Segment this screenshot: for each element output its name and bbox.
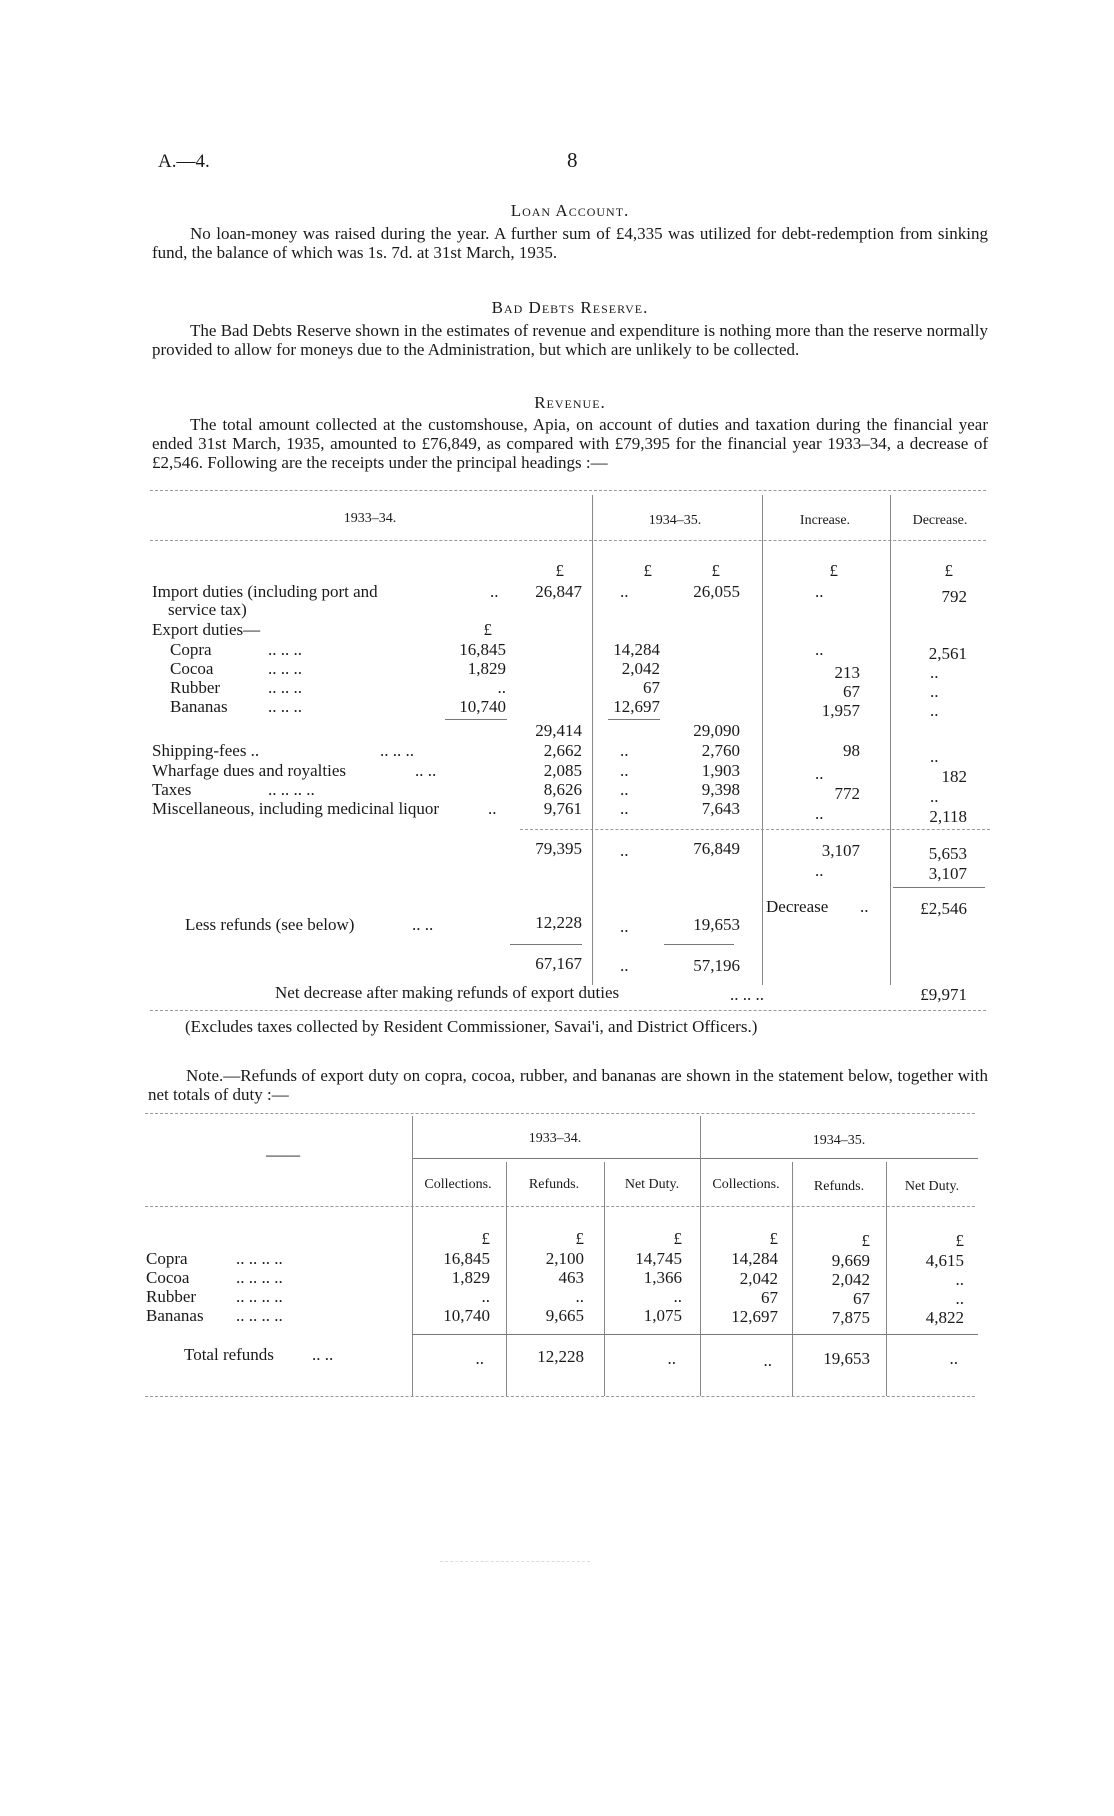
table-rule (150, 540, 986, 541)
row-label: Wharfage dues and royalties (152, 761, 346, 780)
net-decrease-label: Net decrease after making refunds of export duties (275, 983, 620, 1002)
cell-decrease: .. (930, 701, 939, 720)
column-divider (890, 495, 891, 985)
offset-increase: 3,107 (928, 864, 967, 883)
table-rule (145, 1396, 975, 1397)
revenue-heading: Revenue. (534, 393, 606, 412)
refunds-1933: 12,228 (535, 913, 582, 932)
excludes-note: (Excludes taxes collected by Resident Commissioner, Savai'i, and District Officers.) (185, 1017, 758, 1036)
cell: 14,745 (635, 1249, 682, 1268)
cell-1933-total: 2,085 (543, 761, 582, 780)
leader-dots: .. .. (312, 1345, 334, 1364)
col-header-net-duty: Net Duty. (624, 1177, 680, 1192)
pound-sign: £ (861, 1231, 870, 1250)
stub-dash: —— (266, 1145, 300, 1164)
total-1934: 76,849 (693, 839, 740, 858)
refunds-1934: 19,653 (693, 915, 740, 934)
col-header-refunds: Refunds. (528, 1177, 580, 1192)
cell: 9,669 (831, 1251, 870, 1270)
table-rule (145, 1113, 975, 1114)
col-header-collections: Collections. (712, 1177, 780, 1192)
cell-decrease: .. (930, 663, 939, 682)
cell-1934-sub: 14,284 (613, 640, 660, 659)
cell-1933-total: 26,847 (535, 582, 582, 601)
net-decrease-before-refunds: £2,546 (920, 899, 967, 918)
row-label: Taxes (152, 780, 192, 799)
cell-decrease: 2,118 (929, 807, 967, 826)
cell-1933-sub: 10,740 (459, 697, 506, 716)
page-reference: A.—4. (158, 151, 210, 172)
cell: .. (575, 1287, 584, 1306)
cell-increase: .. (815, 640, 824, 659)
cell-increase: 772 (834, 784, 860, 803)
cell: 67 (761, 1288, 778, 1307)
table-rule (520, 829, 990, 830)
pound-sign: £ (711, 561, 720, 580)
col-header-1934-35: 1934–35. (648, 513, 702, 528)
cell-1934-sub: .. (620, 841, 629, 860)
pound-sign: £ (955, 1231, 964, 1250)
cell-increase: 98 (843, 741, 860, 760)
export-subtotal-1933: 29,414 (535, 721, 582, 740)
cell: .. (763, 1351, 772, 1370)
cell-increase: 213 (834, 663, 860, 682)
leader-dots: .. .. .. .. (236, 1268, 283, 1287)
cell: .. (949, 1349, 958, 1368)
table-rule (150, 1010, 986, 1011)
faint-rule (440, 1561, 590, 1562)
cell-1934-sub: 67 (643, 678, 660, 697)
col-header-1933-34: 1933–34. (528, 1131, 582, 1146)
cell: .. (955, 1270, 964, 1289)
cell: 4,822 (925, 1308, 964, 1327)
row-label: Total refunds (184, 1345, 274, 1364)
total-1933: 79,395 (535, 839, 582, 858)
cell: .. (475, 1349, 484, 1368)
leader-dots: .. .. .. (730, 985, 764, 1004)
loan-account-heading: Loan Account. (510, 201, 630, 220)
cell: 1,366 (643, 1268, 682, 1287)
leader-dots: .. .. .. .. (236, 1306, 283, 1325)
cell-increase: .. (815, 764, 824, 783)
subtotal-rule (664, 944, 734, 945)
pound-sign: £ (944, 561, 953, 580)
cell: 2,042 (739, 1269, 778, 1288)
cell-decrease: 2,561 (928, 644, 967, 663)
page-number: 8 (567, 148, 578, 172)
cell-1934-sub: .. (620, 799, 629, 818)
cell-increase: .. (815, 861, 824, 880)
cell: 14,284 (731, 1249, 778, 1268)
cell-1934-sub: 12,697 (613, 697, 660, 716)
pound-sign: £ (481, 1229, 490, 1248)
cell-1934-total: 7,643 (701, 799, 740, 818)
table-rule (412, 1334, 978, 1335)
bad-debts-paragraph: The Bad Debts Reserve shown in the estimates of revenue and expenditure is nothing more than the reserve normally provided to allow for moneys due to the Administration, but which are unlikely to be collected. (152, 321, 988, 359)
cell-1933-total: 2,662 (543, 741, 582, 760)
total-decrease: 5,653 (928, 844, 967, 863)
cell-decrease: .. (930, 787, 939, 806)
cell: 4,615 (925, 1251, 964, 1270)
leader-dots: .. .. (415, 761, 437, 780)
row-label: Copra (146, 1249, 188, 1268)
cell: 12,697 (731, 1307, 778, 1326)
col-header-1934-35: 1934–35. (812, 1133, 866, 1148)
leader-dots: .. .. .. .. (236, 1287, 283, 1306)
pound-sign: £ (483, 620, 492, 639)
cell-1933-total: 9,761 (543, 799, 582, 818)
leader-dots: .. .. .. (268, 697, 302, 716)
cell-1934-sub: .. (620, 917, 629, 936)
cell: 16,845 (443, 1249, 490, 1268)
cell-1934-sub: .. (620, 761, 629, 780)
pound-sign: £ (555, 561, 564, 580)
cell-1933-sub: 1,829 (467, 659, 506, 678)
cell-1933-sub: 16,845 (459, 640, 506, 659)
leader-dots: .. (488, 799, 497, 818)
revenue-paragraph: The total amount collected at the customshouse, Apia, on account of duties and taxation during the financial year ended 31st March, 1935, amounted to £76,849, as compared with £79,395 for the financial year 1933–34, a decrease of £2,546. Following are the receipts under the principal headings :— (152, 415, 988, 472)
total-refunds-1933: 12,228 (537, 1347, 584, 1366)
col-header-1933-34: 1933–34. (343, 511, 397, 526)
leader-dots: .. .. .. (268, 678, 302, 697)
subtotal-rule (510, 944, 582, 945)
cell-increase: 67 (843, 682, 860, 701)
pound-sign: £ (643, 561, 652, 580)
cell: 9,665 (545, 1306, 584, 1325)
cell-1934-total: 9,398 (701, 780, 740, 799)
cell-1934-sub: .. (620, 956, 629, 975)
leader-dots: .. .. .. .. (268, 780, 315, 799)
decrease-label: Decrease (766, 897, 829, 916)
loan-account-paragraph: No loan-money was raised during the year. A further sum of £4,335 was utilized for debt-redemption from sinking fund, the balance of which was 1s. 7d. at 31st March, 1935. (152, 224, 988, 262)
cell: .. (955, 1289, 964, 1308)
net-1934: 57,196 (693, 956, 740, 975)
row-label: Bananas (170, 697, 228, 716)
net-decrease-value: £9,971 (920, 985, 967, 1004)
col-header-collections: Collections. (424, 1177, 492, 1192)
leader-dots: .. (490, 582, 499, 601)
column-divider (762, 495, 763, 985)
cell-increase: .. (815, 804, 824, 823)
leader-dots: .. .. .. .. (236, 1249, 283, 1268)
cell: 10,740 (443, 1306, 490, 1325)
pound-sign: £ (829, 561, 838, 580)
row-label: Miscellaneous, including medicinal liquor (152, 799, 440, 818)
cell-decrease: .. (930, 747, 939, 766)
row-label: Copra (170, 640, 212, 659)
leader-dots: .. .. .. (380, 741, 414, 760)
cell: 1,075 (643, 1306, 682, 1325)
leader-dots: .. (860, 897, 869, 916)
row-label: Bananas (146, 1306, 204, 1325)
pound-sign: £ (575, 1229, 584, 1248)
cell: 463 (558, 1268, 584, 1287)
leader-dots: .. .. .. (268, 640, 302, 659)
cell-decrease: .. (930, 682, 939, 701)
cell: 7,875 (831, 1308, 870, 1327)
table-rule (145, 1206, 975, 1207)
cell: 2,100 (545, 1249, 584, 1268)
row-label: Cocoa (146, 1268, 190, 1287)
cell: 2,042 (831, 1270, 870, 1289)
cell: .. (667, 1349, 676, 1368)
cell-1934-sub: 2,042 (621, 659, 660, 678)
cell-1933-sub: .. (497, 678, 506, 697)
cell-increase: 1,957 (821, 701, 860, 720)
cell-increase: .. (815, 582, 824, 601)
col-header-decrease: Decrease. (912, 513, 968, 528)
leader-dots: .. .. (412, 915, 434, 934)
row-label: Shipping-fees .. (152, 741, 260, 760)
decrease-rule (893, 887, 985, 888)
note-paragraph: Note.—Refunds of export duty on copra, cocoa, rubber, and bananas are shown in the statement below, together with net totals of duty :— (148, 1066, 988, 1104)
cell-1934-sub: .. (620, 582, 629, 601)
subtotal-rule (608, 719, 660, 720)
table-rule (412, 1158, 978, 1159)
bad-debts-heading: Bad Debts Reserve. (491, 298, 649, 317)
col-header-increase: Increase. (799, 513, 851, 528)
cell-1934-sub: .. (620, 741, 629, 760)
total-increase: 3,107 (821, 841, 860, 860)
cell: .. (673, 1287, 682, 1306)
pound-sign: £ (769, 1229, 778, 1248)
total-refunds-1934: 19,653 (823, 1349, 870, 1368)
export-subtotal-1934: 29,090 (693, 721, 740, 740)
row-label: Less refunds (see below) (185, 915, 355, 934)
cell-1934-total: 1,903 (701, 761, 740, 780)
col-header-refunds: Refunds. (813, 1179, 865, 1194)
row-label: Import duties (including port and (152, 582, 378, 601)
cell-1934-sub: .. (620, 780, 629, 799)
column-divider (592, 495, 593, 985)
row-label: Rubber (170, 678, 221, 697)
subtotal-rule (445, 719, 507, 720)
cell-decrease: 182 (941, 767, 967, 786)
cell-1933-total: 8,626 (543, 780, 582, 799)
col-header-net-duty: Net Duty. (904, 1179, 960, 1194)
leader-dots: .. .. .. (268, 659, 302, 678)
row-label: service tax) (168, 600, 247, 619)
cell-1934-total: 2,760 (701, 741, 740, 760)
cell: .. (481, 1287, 490, 1306)
row-label: Cocoa (170, 659, 214, 678)
cell-decrease: 792 (941, 587, 967, 606)
cell-1934-total: 26,055 (693, 582, 740, 601)
net-1933: 67,167 (535, 954, 582, 973)
cell: 1,829 (451, 1268, 490, 1287)
cell: 67 (853, 1289, 870, 1308)
pound-sign: £ (673, 1229, 682, 1248)
table-rule (150, 490, 986, 491)
row-label: Rubber (146, 1287, 197, 1306)
row-label: Export duties— (152, 620, 261, 639)
